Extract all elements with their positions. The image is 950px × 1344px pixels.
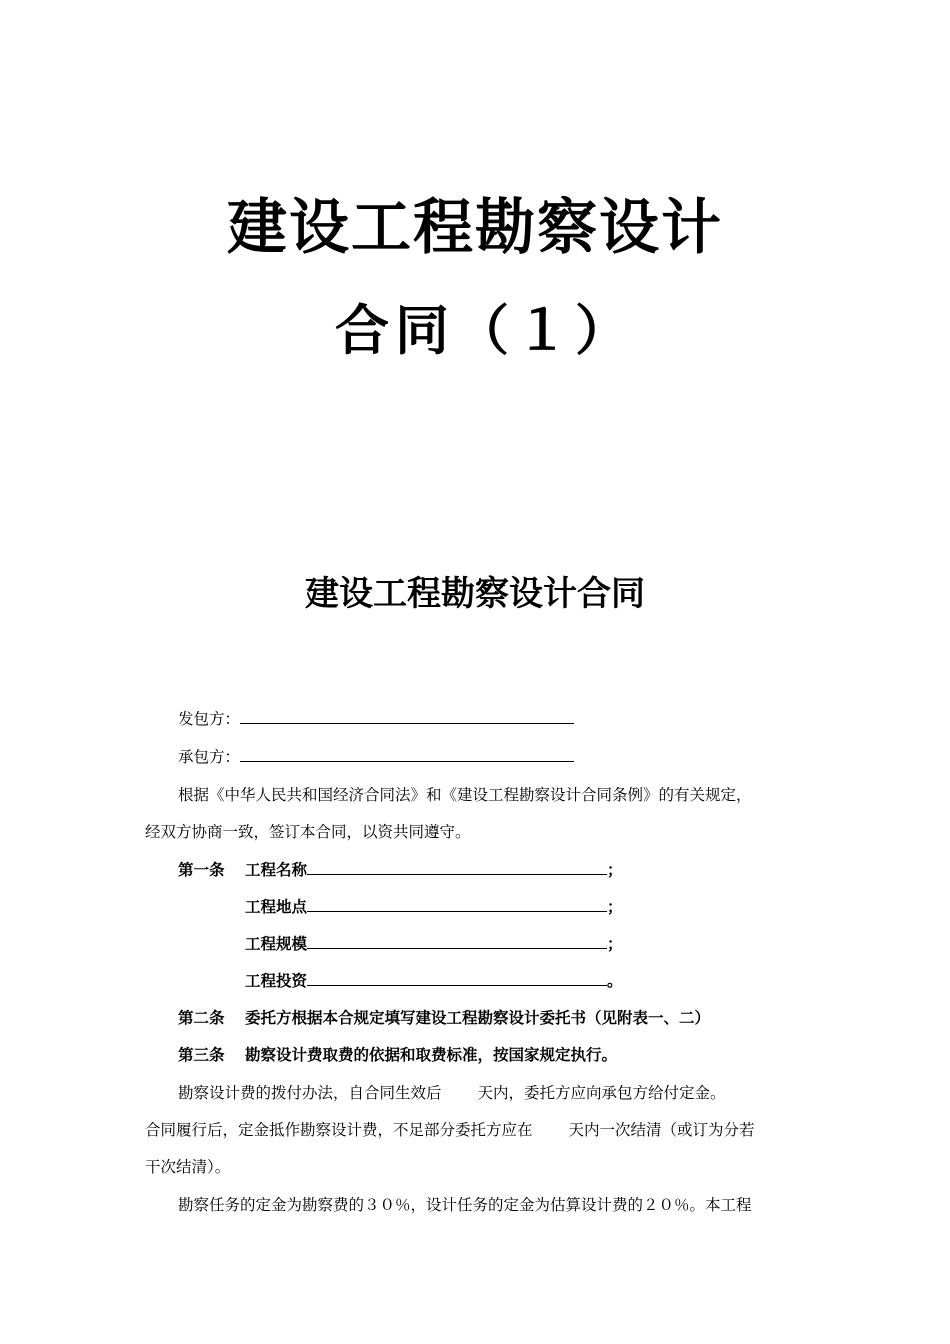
article1-field-investment (245, 970, 623, 992)
field-blank (307, 970, 607, 986)
payment-line2-part1: 合同履行后，定金抵作勘察设计费，不足部分委托方应在 (145, 1121, 533, 1139)
preamble-line1: 根据《中华人民共和国经济合同法》和《建设工程勘察设计合同条例》的有关规定， (178, 786, 752, 804)
payment-line4: 勘察任务的定金为勘察费的３０％，设计任务的定金为估算设计费的２０％。本工程 (178, 1196, 752, 1214)
employer-row (178, 708, 574, 730)
payment-line1 (178, 1082, 726, 1104)
field-end: ； (607, 897, 623, 916)
payment-line1-part2: 天内，委托方应向承包方给付定金。 (477, 1084, 726, 1102)
field-label: 工程地点 (245, 897, 308, 916)
preamble-line2: 经双方协商一致，签订本合同，以资共同遵守。 (145, 823, 471, 841)
field-blank (307, 933, 607, 949)
field-blank (307, 896, 607, 912)
contractor-blank (240, 746, 574, 762)
payment-line1-part1: 勘察设计费的拨付办法，自合同生效后 (178, 1084, 442, 1102)
field-blank (307, 859, 607, 875)
article1-field-location (245, 896, 623, 918)
employer-blank (240, 708, 574, 724)
payment-line2 (145, 1119, 755, 1141)
article1-heading: 第一条 (178, 860, 225, 879)
article1-field-name (245, 859, 623, 881)
cover-title-line1: 建设工程勘察设计 (227, 193, 723, 263)
cover-title-line2: 合同（１） (335, 298, 635, 362)
contractor-row (178, 746, 574, 768)
article1-field-scale (245, 933, 623, 955)
payment-line3: 干次结清）。 (145, 1158, 231, 1176)
article2-text: 委托方根据本合规定填写建设工程勘察设计委托书（见附表一、二） (245, 1008, 711, 1027)
field-label: 工程名称 (245, 860, 308, 879)
article3-text: 勘察设计费取费的依据和取费标准，按国家规定执行。 (245, 1045, 618, 1064)
contractor-label: 承包方： (178, 748, 241, 766)
field-label: 工程规模 (245, 934, 308, 953)
article2-heading: 第二条 (178, 1008, 225, 1027)
field-end: ； (607, 860, 623, 879)
field-end: ； (607, 934, 623, 953)
field-end: 。 (607, 971, 623, 990)
employer-label: 发包方： (178, 710, 241, 728)
payment-line2-part2: 天内一次结清（或订为分若 (568, 1121, 755, 1139)
contract-title: 建设工程勘察设计合同 (305, 574, 645, 614)
field-label: 工程投资 (245, 971, 308, 990)
article3-heading: 第三条 (178, 1045, 225, 1064)
